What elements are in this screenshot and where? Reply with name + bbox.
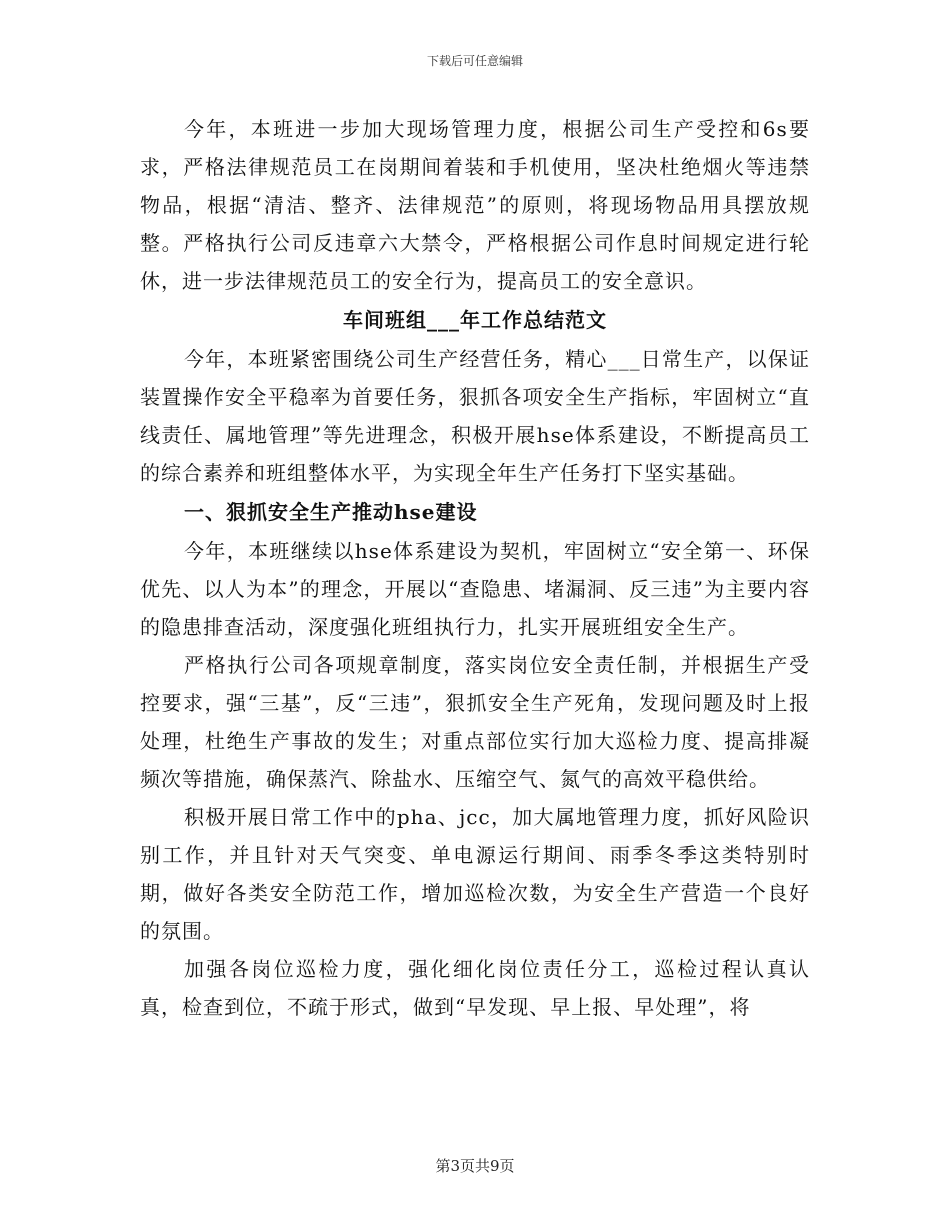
section-heading: 一、狠抓安全生产推动hse建设 — [184, 500, 478, 524]
paragraph: 今年，本班紧密围绕公司生产经营任务，精心___日常生产，以保证装置操作安全平稳率为首要任务，狠抓各项安全生产指标，牢固树立“直线责任、属地管理”等先进理念，积极开展hse体系建设，不断提高员工的综合素养和班组整体水平，为实现全年生产任务打下坚实基础。 — [140, 347, 810, 485]
page-footer: 第3页共9页 — [435, 1157, 515, 1175]
paragraph: 严格执行公司各项规章制度，落实岗位安全责任制，并根据生产受控要求，强“三基”，反“三违”，狠抓安全生产死角，发现问题及时上报处理，杜绝生产事故的发生；对重点部位实行加大巡检力度、提高排凝频次等措施，确保蒸汽、除盐水、压缩空气、氮气的高效平稳供给。 — [140, 653, 810, 791]
paragraph: 今年，本班继续以hse体系建设为契机，牢固树立“安全第一、环保优先、以人为本”的理念，开展以“查隐患、堵漏洞、反三违”为主要内容的隐患排查活动，深度强化班组执行力，扎实开展班组安全生产。 — [140, 539, 810, 639]
paragraph: 加强各岗位巡检力度，强化细化岗位责任分工，巡检过程认真认真，检查到位，不疏于形式，做到“早发现、早上报、早处理”，将 — [140, 957, 810, 1019]
paragraph: 积极开展日常工作中的pha、jcc，加大属地管理力度，抓好风险识别工作，并且针对天气突变、单电源运行期间、雨季冬季这类特别时期，做好各类安全防范工作，增加巡检次数，为安全生产营造一个良好的氛围。 — [140, 805, 810, 943]
page-header: 下载后可任意编辑 — [426, 54, 523, 68]
document-body — [140, 110, 810, 1026]
paragraph: 今年，本班进一步加大现场管理力度，根据公司生产受控和6s要求，严格法律规范员工在岗期间着装和手机使用，坚决杜绝烟火等违禁物品，根据“清洁、整齐、法律规范”的原则，将现场物品用具摆放规整。严格执行公司反违章六大禁令，严格根据公司作息时间规定进行轮休，进一步法律规范员工的安全行为，提高员工的安全意识。 — [140, 117, 810, 293]
section-title: 车间班组___年工作总结范文 — [343, 308, 607, 332]
